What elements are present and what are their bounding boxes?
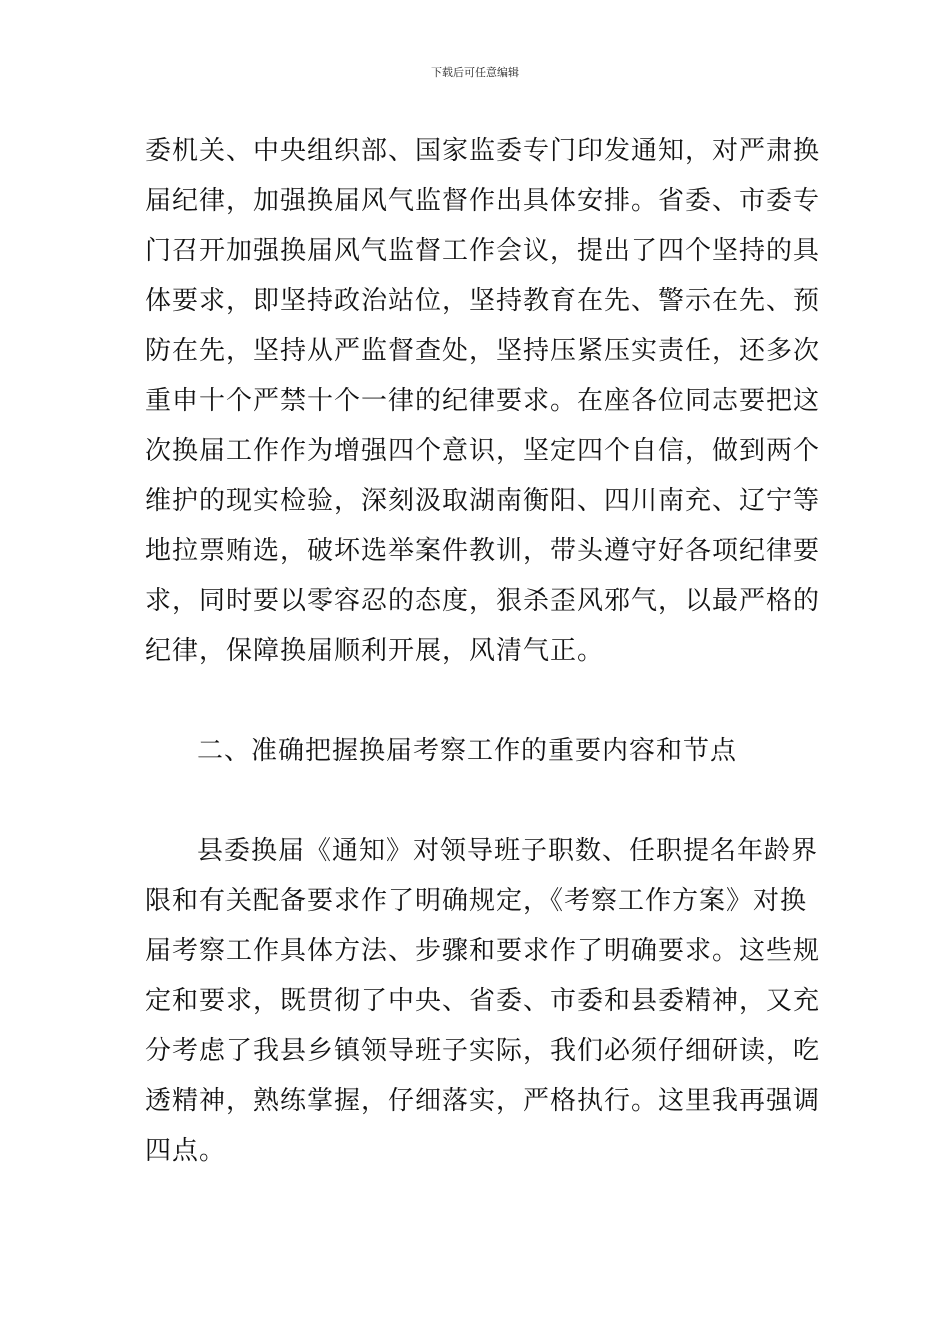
text-line: 限和有关配备要求作了明确规定，《考察工作方案》对换 [145, 886, 808, 916]
text-line: 四点。 [145, 1136, 227, 1166]
text-line: 纪律，保障换届顺利开展，风清气正。 [145, 636, 605, 666]
text-line: 次换届工作作为增强四个意识，坚定四个自信，做到两个 [145, 436, 821, 466]
text-line: 届考察工作具体方法、步骤和要求作了明确要求。这些规 [145, 936, 821, 966]
header-note: 下载后可任意编辑 [431, 66, 519, 79]
text-line: 届纪律，加强换届风气监督作出具体安排。省委、市委专 [145, 186, 821, 216]
paragraph-section-two [145, 826, 821, 1176]
text-line: 重申十个严禁十个一律的纪律要求。在座各位同志要把这 [145, 386, 821, 416]
text-line: 县委换届《通知》对领导班子职数、任职提名年龄界 [197, 836, 819, 866]
text-line: 透精神，熟练掌握，仔细落实，严格执行。这里我再强调 [145, 1086, 821, 1116]
text-line: 定和要求，既贯彻了中央、省委、市委和县委精神，又充 [145, 986, 821, 1016]
text-line: 分考虑了我县乡镇领导班子实际，我们必须仔细研读，吃 [145, 1036, 821, 1066]
text-line: 维护的现实检验，深刻汲取湖南衡阳、四川南充、辽宁等 [145, 486, 821, 516]
text-line: 体要求，即坚持政治站位，坚持教育在先、警示在先、预 [145, 286, 821, 316]
paragraph-continuation [145, 126, 821, 676]
text-line: 地拉票贿选，破坏选举案件教训，带头遵守好各项纪律要 [145, 536, 821, 566]
document-body [145, 126, 821, 1176]
text-line: 委机关、中央组织部、国家监委专门印发通知，对严肃换 [145, 136, 821, 166]
text-line: 防在先，坚持从严监督查处，坚持压紧压实责任，还多次 [145, 336, 821, 366]
text-line: 门召开加强换届风气监督工作会议，提出了四个坚持的具 [145, 236, 821, 266]
text-line: 求，同时要以零容忍的态度，狠杀歪风邪气，以最严格的 [145, 586, 821, 616]
section-heading: 二、准确把握换届考察工作的重要内容和节点 [197, 736, 738, 766]
